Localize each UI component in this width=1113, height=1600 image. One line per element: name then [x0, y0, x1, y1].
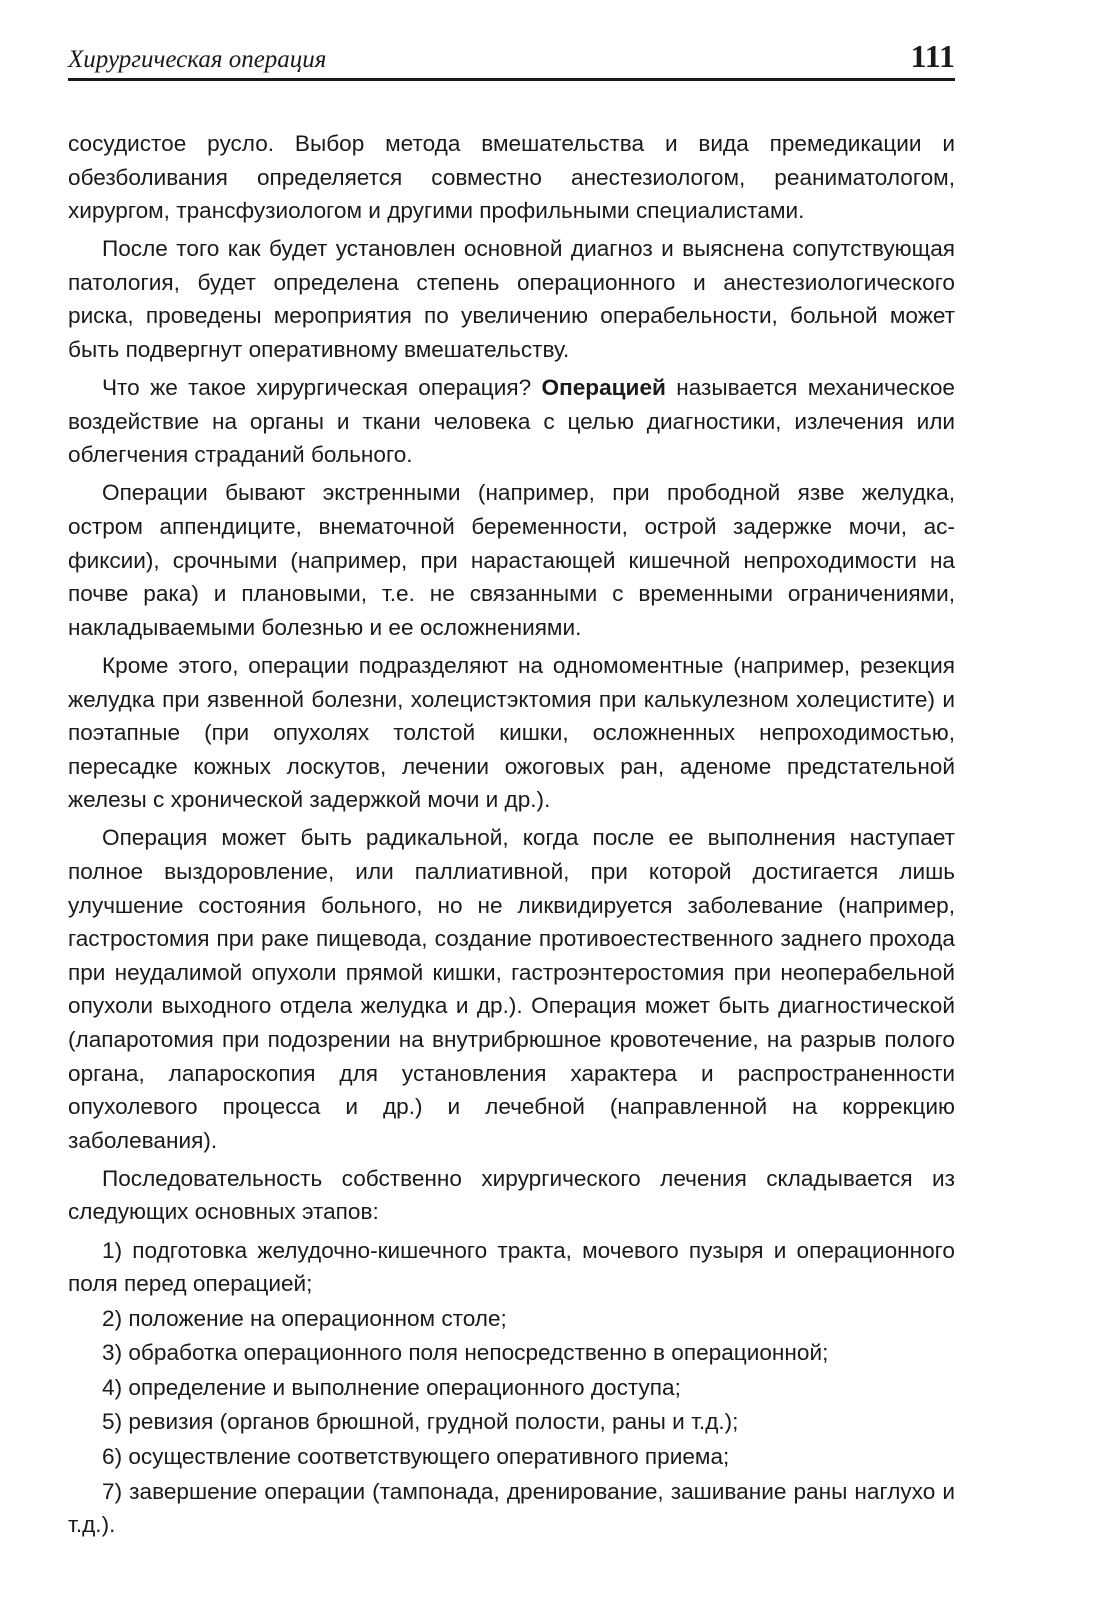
list-item: 4) определение и выполнение операционного доступа; [102, 1374, 681, 1400]
stages-list [68, 1234, 955, 1542]
paragraph-4: Операции бывают экстренными (например, при прободной язве желудка, остром аппендиците, внематочной беременности, острой задержке мочи, асфиксии), срочными (например, при нарастающей кишечной непроходимости на почве рака) и плановыми, т.е. не связанными с временными ограничениями, накладываемыми болезнью и ее осложнениями. [68, 480, 955, 640]
list-item: 7) завершение операции (тампонада, дренирование, зашивание раны наглухо и т.д.). [68, 1478, 955, 1538]
book-page [68, 40, 955, 1543]
paragraph-7: Последовательность собственно хирургического лечения складывается из следующих основных этапов: [68, 1165, 955, 1225]
body-text [68, 127, 955, 1542]
paragraph-5: Кроме этого, операции подразделяют на одномоментные (например, резекция желудка при язвенной болезни, холецистэктомия при калькулезном холецистите) и поэтапные (при опухолях толстой кишки, осложненных непроходимостью, пересадке кожных лоскутов, лечении ожоговых ран, аденоме предстательной железы с хронической задержкой мочи и др.). [68, 652, 955, 813]
page-number: 111 [910, 38, 955, 74]
list-item: 6) осуществление соответствующего оперативного приема; [102, 1444, 730, 1470]
list-item: 2) положение на операционном столе; [102, 1305, 507, 1331]
list-item: 5) ревизия (органов брюшной, грудной полости, раны и т.д.); [102, 1409, 739, 1435]
list-item: 1) подготовка желудочно-кишечного тракта, мочевого пузыря и операционного поля перед операцией; [68, 1237, 955, 1297]
paragraph-3 [68, 371, 955, 472]
term-operation: Операцией [541, 375, 666, 401]
paragraph-2: После того как будет установлен основной диагноз и выяснена сопутствующая патология, будет определена степень операционного и анестезиологического риска, проведены мероприятия по увеличению операбельности, больной может быть подвергнут оперативному вмешательству. [68, 236, 955, 363]
page-header [68, 40, 955, 81]
paragraph-3-rest: называется механическое воздействие на органы и ткани человека с целью диагностики, излечения или облегчения страданий больного. [68, 375, 955, 468]
paragraph-6: Операция может быть радикальной, когда после ее выполнения наступает полное выздоровление, или паллиативной, при которой достигается лишь улучшение состояния больного, но не ликвидируется заболевание (например, гастростомия при раке пищевода, создание противоестественного заднего прохода при неудалимой опухоли прямой кишки, гастроэнтеростомия при неоперабельной опухоли выходного отдела желудка и др.). Операция может быть диагностической (лапаротомия при подозрении на внутрибрюшное кровотечение, на разрыв полого органа, лапароскопия для установления характера и распространенности опухолевого процесса и др.) и лечебной (направленной на коррекцию заболевания). [68, 825, 955, 1153]
list-item: 3) обработка операционного поля непосредственно в операционной; [102, 1340, 829, 1366]
paragraph-1: сосудистое русло. Выбор метода вмешательства и вида премедикации и обезболивания определяется совместно анестезиологом, реаниматологом, хирургом, трансфузиологом и другими профильными специалистами. [68, 131, 955, 224]
paragraph-3-lead: Что же такое хирургическая операция? [102, 375, 542, 401]
running-title: Хирургическая операция [68, 46, 327, 73]
